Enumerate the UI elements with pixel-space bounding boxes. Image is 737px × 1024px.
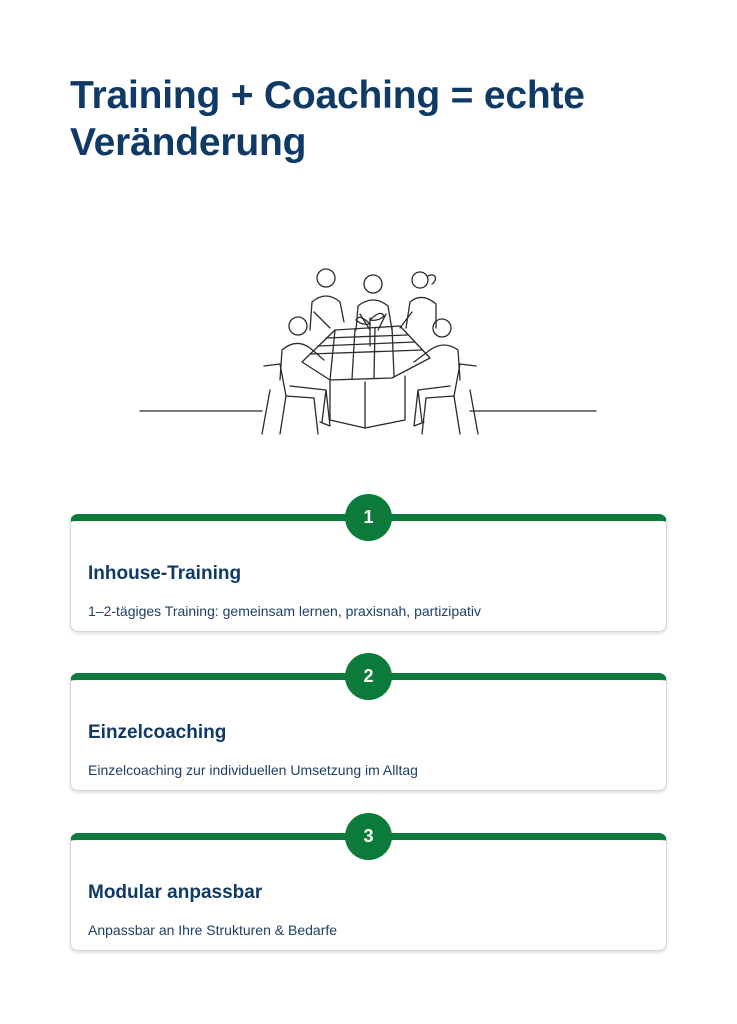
step-number-badge: 3 — [345, 813, 392, 860]
team-collaboration-illustration — [130, 250, 610, 450]
page-title: Training + Coaching = echte Veränderung — [70, 74, 585, 164]
step-card-inhouse-training — [70, 507, 667, 632]
step-card-modular-anpassbar — [70, 826, 667, 951]
step-card-einzelcoaching — [70, 666, 667, 791]
step-description: Anpassbar an Ihre Strukturen & Bedarfe — [88, 922, 338, 938]
step-number-badge: 2 — [345, 653, 392, 700]
step-title: Einzelcoaching — [88, 722, 227, 743]
step-title: Inhouse-Training — [88, 563, 242, 584]
step-description: 1–2-tägiges Training: gemeinsam lernen, praxisnah, partizipativ — [88, 603, 481, 619]
step-number-badge: 1 — [345, 494, 392, 541]
step-description: Einzelcoaching zur individuellen Umsetzung im Alltag — [88, 762, 418, 778]
step-title: Modular anpassbar — [88, 882, 263, 903]
